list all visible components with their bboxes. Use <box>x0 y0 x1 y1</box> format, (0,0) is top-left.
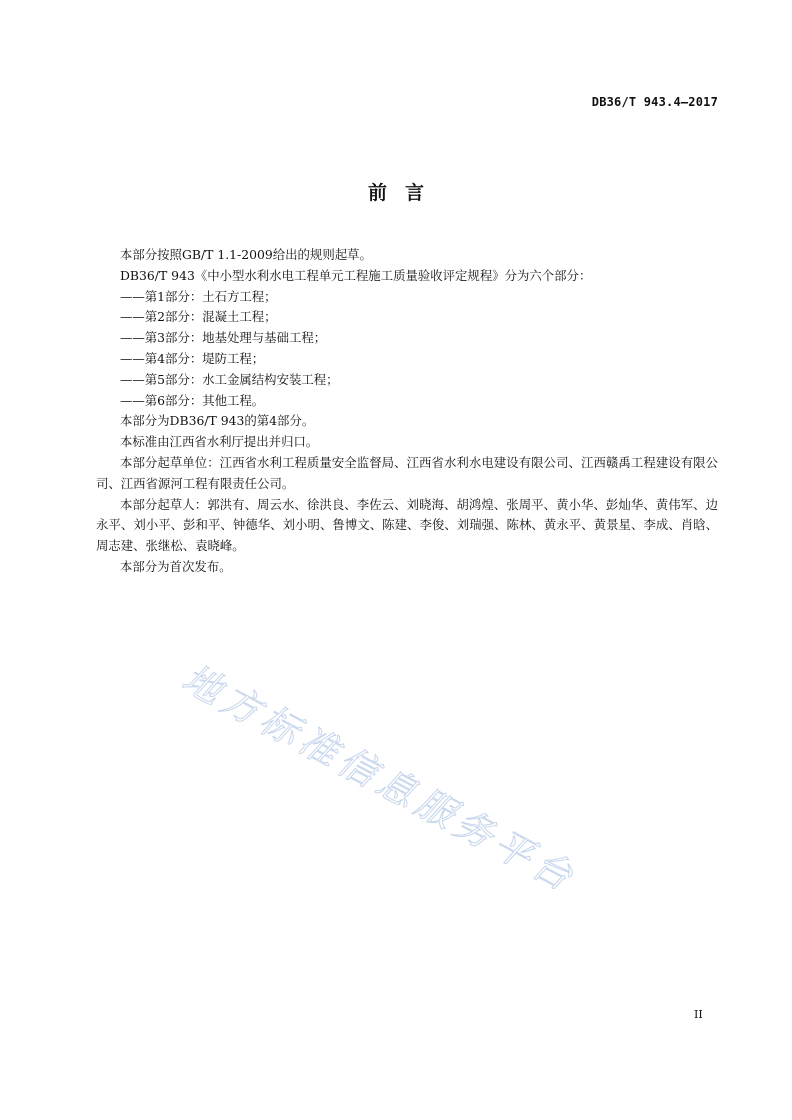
list-item-part-4: ——第4部分：堤防工程； <box>120 350 265 366</box>
foreword-body <box>96 245 718 578</box>
paragraph-drafters: 本部分起草人：郭洪有、周云水、徐洪良、李佐云、刘晓海、胡鸿煌、张周平、黄小华、彭灿华、黄伟军、边永平、刘小平、彭和平、钟德华、刘小明、鲁博文、陈建、李俊、刘瑞强、陈林、黄永平、黄景星、李成、肖晗、周志建、张继松、袁晓峰。 <box>96 496 718 554</box>
paragraph-drafting-units: 本部分起草单位：江西省水利工程质量安全监督局、江西省水利水电建设有限公司、江西赣禹工程建设有限公司、江西省源河工程有限责任公司。 <box>96 454 718 491</box>
page-title: 前言 <box>367 182 442 204</box>
paragraph-part-number: 本部分为DB36/T 943的第4部分。 <box>120 413 315 429</box>
list-item-part-1: ——第1部分：土石方工程； <box>120 288 277 304</box>
paragraph-proposer: 本标准由江西省水利厅提出并归口。 <box>120 434 319 450</box>
paragraph-parts-intro: DB36/T 943《中小型水利水电工程单元工程施工质量验收评定规程》分为六个部分： <box>120 267 592 283</box>
list-item-part-6: ——第6部分：其他工程。 <box>120 392 265 408</box>
paragraph-drafting-rules: 本部分按照GB/T 1.1-2009给出的规则起草。 <box>120 247 372 262</box>
document-code: DB36/T 943.4—2017 <box>591 95 718 109</box>
list-item-part-2: ——第2部分：混凝土工程； <box>120 309 277 325</box>
list-item-part-5: ——第5部分：水工金属结构安装工程； <box>120 371 339 387</box>
watermark: 地方标准信息服务平台 <box>175 655 585 902</box>
list-item-part-3: ——第3部分：地基处理与基础工程； <box>120 330 327 346</box>
paragraph-first-release: 本部分为首次发布。 <box>120 558 232 574</box>
page-number: II <box>694 1008 703 1021</box>
